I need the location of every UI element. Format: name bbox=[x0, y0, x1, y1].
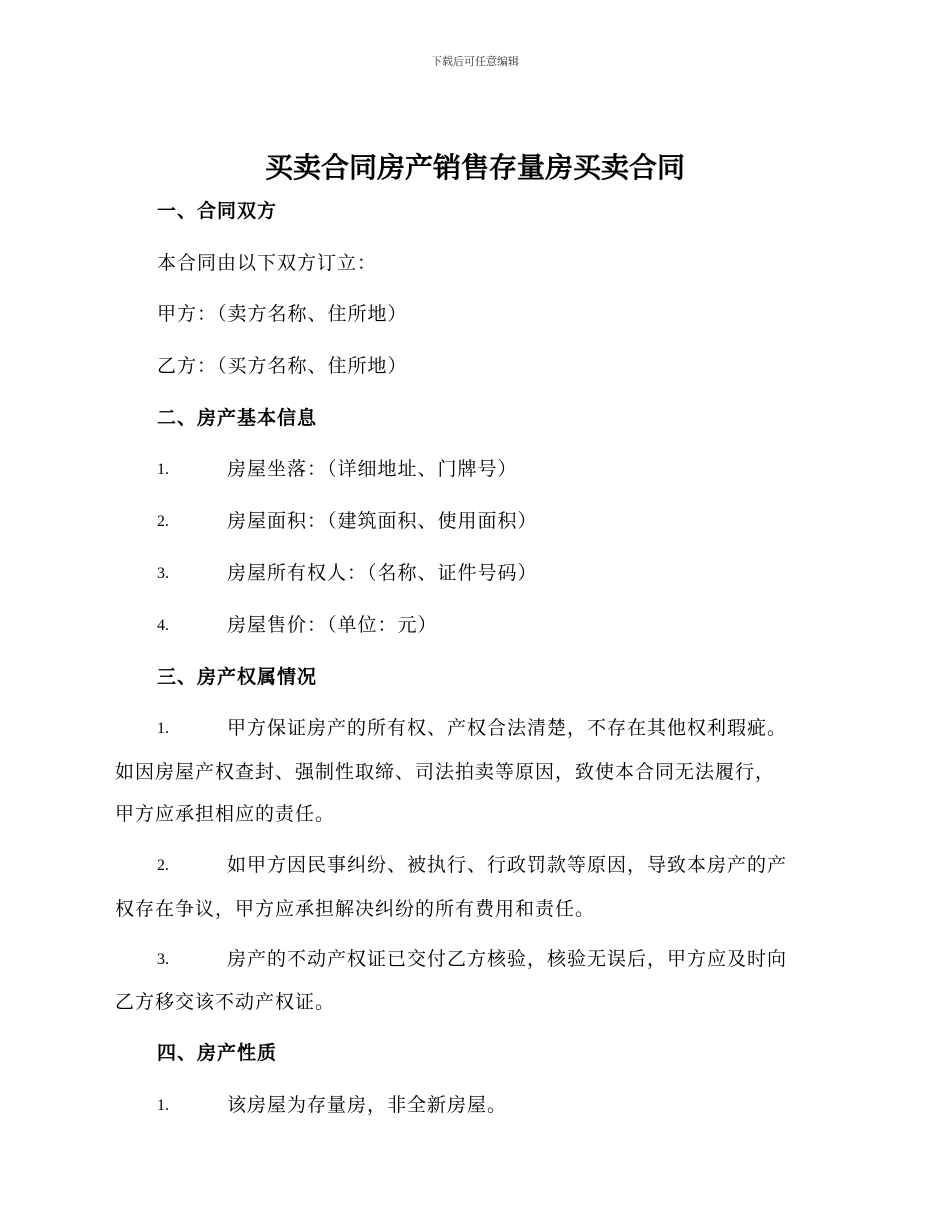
list-item-number: 3. bbox=[157, 951, 169, 968]
list-item-number: 2. bbox=[157, 513, 169, 530]
party-a: 甲方：（卖方名称、住所地） bbox=[157, 303, 408, 325]
list-item-continuation: 如因房屋产权查封、强制性取缔、司法拍卖等原因，致使本合同无法履行， bbox=[115, 761, 776, 783]
list-item-continuation: 甲方应承担相应的责任。 bbox=[115, 803, 336, 825]
parties-intro: 本合同由以下双方订立： bbox=[157, 252, 378, 274]
section-heading-property-info: 二、房产基本信息 bbox=[157, 407, 318, 429]
list-item-text: 如甲方因民事纠纷、被执行、行政罚款等原因，导致本房产的产 bbox=[227, 854, 788, 876]
list-item-text: 房产的不动产权证已交付乙方核验，核验无误后，甲方应及时向 bbox=[227, 948, 788, 970]
party-b: 乙方：（买方名称、住所地） bbox=[157, 355, 408, 377]
list-item-text: 房屋所有权人：（名称、证件号码） bbox=[227, 562, 538, 584]
list-item-text: 房屋售价：（单位：元） bbox=[227, 614, 438, 636]
page-header-note: 下载后可任意编辑 bbox=[431, 55, 519, 68]
section-heading-property-nature: 四、房产性质 bbox=[157, 1042, 278, 1064]
list-item-number: 1. bbox=[157, 461, 169, 478]
list-item-number: 4. bbox=[157, 617, 169, 634]
section-heading-ownership: 三、房产权属情况 bbox=[157, 666, 318, 688]
list-item-number: 1. bbox=[157, 1097, 169, 1114]
list-item-number: 2. bbox=[157, 857, 169, 874]
list-item-continuation: 权存在争议，甲方应承担解决纠纷的所有费用和责任。 bbox=[115, 898, 596, 920]
list-item-text: 房屋坐落：（详细地址、门牌号） bbox=[227, 458, 518, 480]
list-item-number: 1. bbox=[157, 720, 169, 737]
list-item-text: 甲方保证房产的所有权、产权合法清楚，不存在其他权利瑕疵。 bbox=[227, 717, 788, 739]
list-item-text: 该房屋为存量房，非全新房屋。 bbox=[227, 1094, 508, 1116]
list-item-text: 房屋面积：（建筑面积、使用面积） bbox=[227, 510, 538, 532]
document-title: 买卖合同房产销售存量房买卖合同 bbox=[264, 151, 685, 184]
list-item-continuation: 乙方移交该不动产权证。 bbox=[115, 991, 336, 1013]
section-heading-parties: 一、合同双方 bbox=[157, 200, 278, 222]
list-item-number: 3. bbox=[157, 565, 169, 582]
